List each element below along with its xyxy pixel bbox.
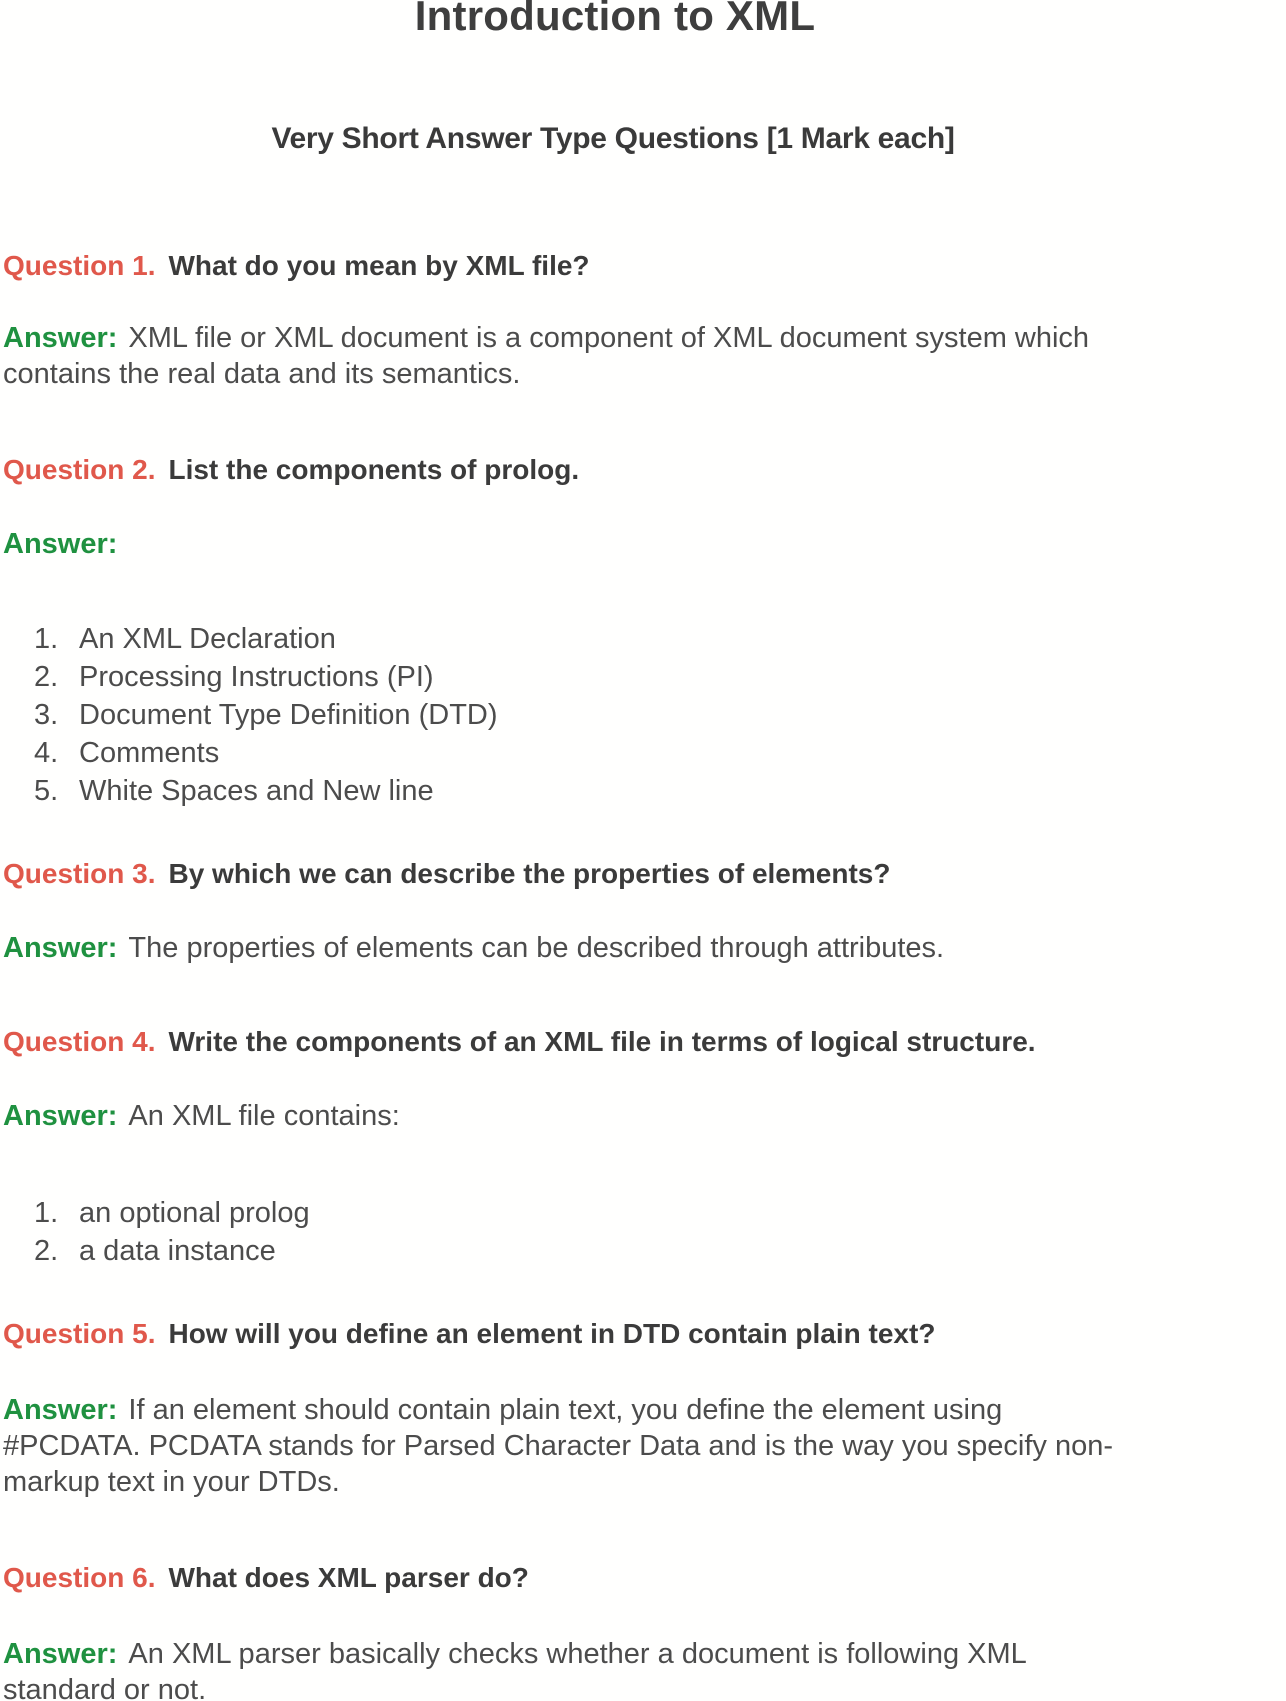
list-item-text: a data instance [79, 1235, 276, 1267]
question-2-label: Question 2. [3, 454, 156, 485]
answer-4 [0, 1098, 1286, 1134]
answer-5 [0, 1392, 1286, 1500]
question-5-heading [0, 1316, 1286, 1352]
list-item-number: 1. [34, 1197, 59, 1229]
answer-5-line [3, 1392, 1286, 1428]
list-item [34, 772, 1286, 810]
list-item-number: 1. [34, 623, 59, 655]
answer-2-label: Answer: [3, 528, 118, 560]
page-subtitle: Very Short Answer Type Questions [1 Mark each] [271, 122, 955, 155]
question-1-heading [0, 248, 1286, 284]
answer-3-text: The properties of elements can be described through attributes. [128, 932, 945, 964]
question-5-label: Question 5. [3, 1318, 156, 1349]
list-item-number: 2. [34, 1235, 59, 1267]
list-item [34, 658, 1286, 696]
answer-6-label: Answer: [3, 1638, 118, 1670]
answer-4-label: Answer: [3, 1100, 118, 1132]
answer-5-text: If an element should contain plain text, you define the element using [128, 1394, 1003, 1426]
answer-1-text: XML file or XML document is a component of XML document system which [128, 322, 1090, 354]
question-1-label: Question 1. [3, 250, 156, 281]
question-6-label: Question 6. [3, 1562, 156, 1593]
question-6-text: What does XML parser do? [168, 1562, 529, 1593]
question-4-text: Write the components of an XML file in terms of logical structure. [168, 1026, 1036, 1057]
answer-3-line [3, 930, 1286, 966]
list-item-text: White Spaces and New line [79, 775, 434, 807]
answer-5-line: #PCDATA. PCDATA stands for Parsed Character Data and is the way you specify non- [3, 1430, 1114, 1462]
answer-6-text: An XML parser basically checks whether a document is following XML [128, 1638, 1027, 1670]
question-4-label: Question 4. [3, 1026, 156, 1057]
list-item-number: 4. [34, 737, 59, 769]
answer-4-line [3, 1098, 1286, 1134]
list-item-text: an optional prolog [79, 1197, 310, 1229]
question-3-label: Question 3. [3, 858, 156, 889]
answer-4-list [0, 1194, 1286, 1270]
list-item-number: 2. [34, 661, 59, 693]
question-3-text: By which we can describe the properties of elements? [168, 858, 891, 889]
answer-6-line [3, 1636, 1286, 1672]
question-3-heading [0, 856, 1286, 892]
answer-1-label: Answer: [3, 322, 118, 354]
list-item [34, 1232, 1286, 1270]
list-item-text: An XML Declaration [79, 623, 336, 655]
answer-5-label: Answer: [3, 1394, 118, 1426]
list-item [34, 620, 1286, 658]
answer-4-text: An XML file contains: [128, 1100, 400, 1132]
list-item-number: 5. [34, 775, 59, 807]
page-title: Introduction to XML [414, 0, 816, 39]
answer-5-line: markup text in your DTDs. [3, 1466, 340, 1498]
question-2-text: List the components of prolog. [168, 454, 580, 485]
answer-1-line [3, 320, 1286, 356]
question-4-heading [0, 1024, 1286, 1060]
answer-2-list [0, 620, 1286, 810]
list-item-text: Document Type Definition (DTD) [79, 699, 498, 731]
question-1-text: What do you mean by XML file? [168, 250, 590, 281]
list-item [34, 734, 1286, 772]
list-item-number: 3. [34, 699, 59, 731]
list-item [34, 1194, 1286, 1232]
answer-2-line [3, 526, 1286, 562]
answer-3 [0, 930, 1286, 966]
question-5-text: How will you define an element in DTD contain plain text? [168, 1318, 936, 1349]
list-item [34, 696, 1286, 734]
answer-6 [0, 1636, 1286, 1701]
answer-1-line: contains the real data and its semantics. [3, 358, 521, 390]
answer-2 [0, 526, 1286, 562]
answer-1 [0, 320, 1286, 392]
answer-3-label: Answer: [3, 932, 118, 964]
list-item-text: Comments [79, 737, 220, 769]
list-item-text: Processing Instructions (PI) [79, 661, 434, 693]
question-2-heading [0, 452, 1286, 488]
answer-6-line: standard or not. [3, 1674, 207, 1701]
question-6-heading [0, 1560, 1286, 1596]
